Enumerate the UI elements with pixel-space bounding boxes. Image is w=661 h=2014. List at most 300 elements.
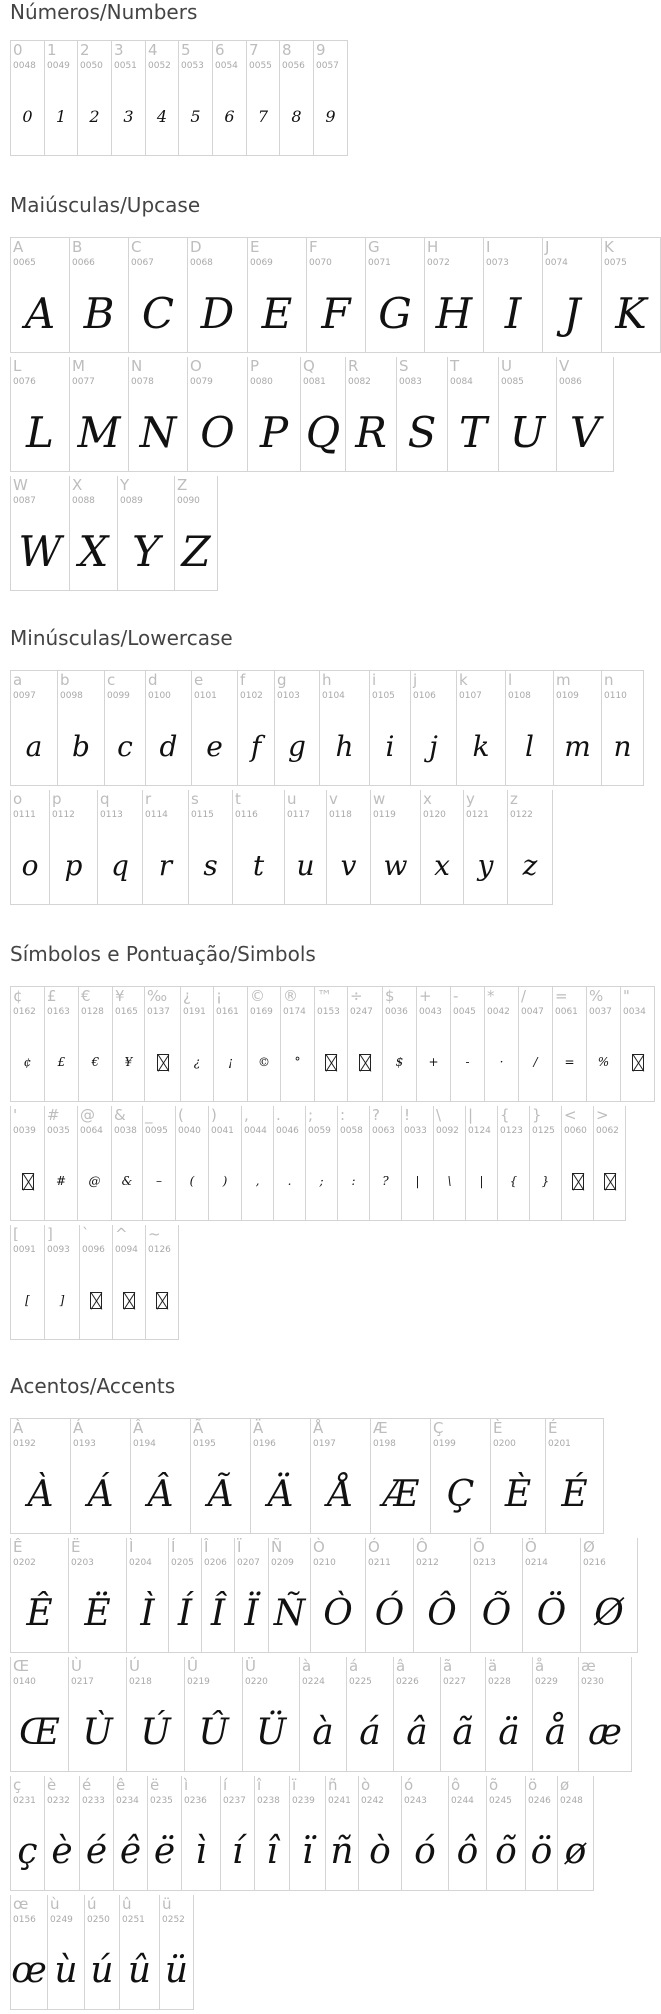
glyph-row-wrap	[10, 1418, 638, 1538]
glyph-cell[interactable]	[48, 1895, 85, 2010]
glyph-preview	[526, 1812, 557, 1890]
glyph-cell[interactable]	[11, 1895, 48, 2010]
glyph-cell[interactable]	[127, 1657, 185, 1772]
char-label: Î	[204, 1538, 209, 1556]
char-code: 0250	[87, 1915, 110, 1925]
glyph-char: œ	[11, 1949, 47, 1991]
char-label: o	[13, 790, 23, 808]
char-label: W	[13, 476, 28, 494]
glyph-cell[interactable]	[557, 357, 614, 472]
glyph-cell[interactable]	[370, 1106, 402, 1221]
char-code: 0238	[257, 1796, 280, 1806]
char-label: Ø	[583, 1538, 595, 1556]
glyph-char: ¿	[193, 1055, 201, 1069]
glyph-cell[interactable]	[248, 238, 307, 353]
char-code: 0234	[116, 1796, 139, 1806]
glyph-cell[interactable]	[70, 357, 129, 472]
char-label: Í	[171, 1538, 176, 1556]
glyph-cell[interactable]	[300, 1657, 347, 1772]
glyph-cell[interactable]	[71, 1419, 131, 1534]
char-label: d	[148, 671, 158, 689]
glyph-cell[interactable]	[78, 41, 112, 156]
glyph-cell[interactable]	[255, 1776, 290, 1891]
glyph-char: Á	[87, 1473, 114, 1515]
glyph-cell[interactable]	[621, 987, 655, 1102]
glyph-char: Õ	[481, 1592, 512, 1634]
glyph-cell[interactable]	[311, 1538, 366, 1653]
glyph-cell[interactable]	[506, 671, 554, 786]
glyph-cell[interactable]	[306, 1106, 338, 1221]
char-label: B	[72, 238, 83, 256]
glyph-cell[interactable]	[213, 41, 247, 156]
glyph-cell[interactable]	[202, 1538, 235, 1653]
glyph-cell[interactable]	[11, 1776, 45, 1891]
glyph-preview	[425, 274, 483, 352]
glyph-char: -	[465, 1055, 470, 1069]
glyph-char: [	[25, 1293, 30, 1307]
glyph-cell[interactable]	[530, 1106, 562, 1221]
glyph-cell[interactable]	[79, 987, 113, 1102]
glyph-cell[interactable]	[70, 476, 118, 591]
glyph-cell[interactable]	[146, 1225, 179, 1340]
char-label: 7	[249, 41, 259, 59]
glyph-cell[interactable]	[366, 238, 425, 353]
glyph-cell[interactable]	[562, 1106, 594, 1221]
char-code: 0052	[148, 61, 171, 71]
glyph-preview	[118, 512, 174, 590]
glyph-char: Q	[305, 407, 341, 457]
glyph-cell[interactable]	[499, 357, 557, 472]
char-label: è	[47, 1776, 57, 1794]
glyph-grid	[10, 670, 644, 909]
glyph-cell[interactable]	[464, 790, 508, 905]
glyph-cell[interactable]	[281, 987, 315, 1102]
glyph-cell[interactable]	[11, 987, 45, 1102]
glyph-char: i	[385, 729, 395, 763]
glyph-row-wrap	[10, 1776, 638, 1895]
glyph-cell[interactable]	[192, 671, 238, 786]
glyph-cell[interactable]	[145, 987, 181, 1102]
glyph-cell[interactable]	[359, 1776, 402, 1891]
glyph-char: M	[77, 407, 121, 457]
section-title: Minúsculas/Lowercase	[10, 626, 233, 650]
char-label: Ù	[71, 1657, 82, 1675]
glyph-cell[interactable]	[11, 41, 45, 156]
char-label: |	[468, 1106, 474, 1124]
glyph-cell[interactable]	[188, 238, 248, 353]
glyph-cell[interactable]	[169, 1538, 202, 1653]
glyph-cell[interactable]	[127, 1538, 169, 1653]
char-label: l	[508, 671, 513, 689]
glyph-preview	[290, 1812, 325, 1890]
glyph-cell[interactable]	[448, 357, 499, 472]
glyph-char: )	[222, 1174, 228, 1188]
glyph-cell[interactable]	[394, 1657, 441, 1772]
glyph-cell[interactable]	[546, 1419, 604, 1534]
char-code: 0231	[13, 1796, 36, 1806]
glyph-char: å	[544, 1711, 567, 1753]
glyph-cell[interactable]	[233, 790, 285, 905]
glyph-preview	[243, 1693, 299, 1771]
glyph-cell[interactable]	[587, 987, 621, 1102]
glyph-cell[interactable]	[209, 1106, 242, 1221]
glyph-cell[interactable]	[498, 1106, 530, 1221]
char-label: 1	[47, 41, 57, 59]
char-code: 0216	[583, 1558, 606, 1568]
glyph-cell[interactable]	[327, 790, 371, 905]
char-label: G	[368, 238, 380, 256]
glyph-cell[interactable]	[315, 987, 348, 1102]
glyph-cell[interactable]	[523, 1538, 581, 1653]
glyph-cell[interactable]	[484, 238, 543, 353]
glyph-cell[interactable]	[602, 238, 661, 353]
glyph-cell[interactable]	[11, 357, 70, 472]
glyph-char: 4	[156, 106, 168, 126]
glyph-char: j	[429, 729, 438, 763]
glyph-cell[interactable]	[11, 671, 58, 786]
glyph-cell[interactable]	[248, 987, 281, 1102]
glyph-cell[interactable]	[179, 41, 213, 156]
glyph-cell[interactable]	[191, 1419, 251, 1534]
glyph-cell[interactable]	[519, 987, 553, 1102]
glyph-char: d	[159, 729, 178, 763]
glyph-cell[interactable]	[11, 1106, 45, 1221]
glyph-cell[interactable]	[248, 357, 301, 472]
glyph-char: F	[321, 288, 351, 338]
glyph-cell[interactable]	[189, 790, 233, 905]
glyph-preview	[45, 1142, 77, 1220]
char-label: L	[13, 357, 22, 375]
char-label: @	[80, 1106, 95, 1124]
char-label: (	[178, 1106, 184, 1124]
glyph-char: Y	[132, 526, 160, 576]
glyph-cell[interactable]	[491, 1419, 546, 1534]
glyph-cell[interactable]	[182, 1776, 221, 1891]
char-label: 3	[114, 41, 124, 59]
char-code: 0098	[60, 691, 83, 701]
char-code: 0051	[114, 61, 137, 71]
glyph-cell[interactable]	[80, 1225, 113, 1340]
glyph-preview	[594, 1142, 625, 1220]
glyph-cell[interactable]	[371, 1419, 431, 1534]
section	[10, 193, 661, 595]
char-code: 0117	[287, 810, 310, 820]
char-label: H	[427, 238, 439, 256]
char-code: 0065	[13, 258, 36, 268]
glyph-cell[interactable]	[346, 357, 397, 472]
glyph-preview	[451, 1023, 484, 1101]
glyph-cell[interactable]	[11, 476, 70, 591]
glyph-cell[interactable]	[143, 1106, 176, 1221]
char-label: ì	[184, 1776, 189, 1794]
glyph-cell[interactable]	[347, 1657, 394, 1772]
glyph-cell[interactable]	[131, 1419, 191, 1534]
glyph-char: P	[259, 407, 289, 457]
glyph-cell[interactable]	[431, 1419, 491, 1534]
glyph-cell[interactable]	[221, 1776, 255, 1891]
glyph-cell[interactable]	[113, 1225, 146, 1340]
char-code: 0137	[147, 1007, 170, 1017]
glyph-char: ú	[90, 1949, 114, 1991]
glyph-cell[interactable]	[11, 1538, 69, 1653]
char-label: ®	[283, 987, 298, 1005]
glyph-cell[interactable]	[457, 671, 506, 786]
glyph-cell[interactable]	[58, 671, 105, 786]
glyph-cell[interactable]	[247, 41, 280, 156]
glyph-cell[interactable]	[176, 1106, 209, 1221]
char-label: Ë	[71, 1538, 81, 1556]
glyph-char: ¥	[124, 1055, 133, 1069]
glyph-char: O	[200, 407, 235, 457]
glyph-cell[interactable]	[146, 41, 179, 156]
char-label: Ñ	[271, 1538, 283, 1556]
char-label: h	[322, 671, 332, 689]
glyph-cell[interactable]	[45, 1225, 80, 1340]
glyph-cell[interactable]	[118, 476, 175, 591]
glyph-char: y	[477, 848, 494, 882]
char-code: 0229	[535, 1677, 558, 1687]
glyph-cell[interactable]	[243, 1657, 300, 1772]
glyph-cell[interactable]	[181, 987, 214, 1102]
glyph-cell[interactable]	[80, 1776, 114, 1891]
glyph-cell[interactable]	[129, 357, 188, 472]
glyph-preview	[464, 826, 507, 904]
glyph-cell[interactable]	[466, 1106, 498, 1221]
char-label: p	[52, 790, 62, 808]
char-code: 0045	[453, 1007, 476, 1017]
glyph-preview	[449, 1812, 486, 1890]
char-label: ê	[116, 1776, 126, 1794]
glyph-cell[interactable]	[370, 671, 411, 786]
glyph-cell[interactable]	[148, 1776, 182, 1891]
glyph-cell[interactable]	[45, 1776, 80, 1891]
glyph-char: Ö	[536, 1592, 567, 1634]
glyph-cell[interactable]	[185, 1657, 243, 1772]
glyph-cell[interactable]	[348, 987, 383, 1102]
glyph-char: ¢	[23, 1055, 32, 1069]
glyph-cell[interactable]	[449, 1776, 487, 1891]
glyph-cell[interactable]	[383, 987, 417, 1102]
glyph-char: ä	[498, 1711, 520, 1753]
glyph-preview	[530, 1142, 561, 1220]
glyph-row-wrap	[10, 1657, 638, 1776]
glyph-cell[interactable]	[274, 1106, 306, 1221]
missing-glyph-icon	[22, 1173, 34, 1190]
glyph-cell[interactable]	[45, 41, 78, 156]
glyph-cell[interactable]	[129, 238, 188, 353]
glyph-cell[interactable]	[112, 41, 146, 156]
glyph-cell[interactable]	[50, 790, 98, 905]
glyph-cell[interactable]	[69, 1657, 127, 1772]
glyph-cell[interactable]	[301, 357, 346, 472]
glyph-char: æ	[588, 1711, 622, 1753]
glyph-cell[interactable]	[338, 1106, 370, 1221]
glyph-cell[interactable]	[280, 41, 314, 156]
char-label: Ê	[13, 1538, 23, 1556]
glyph-cell[interactable]	[485, 987, 519, 1102]
glyph-preview	[347, 1693, 393, 1771]
char-label: A	[13, 238, 24, 256]
glyph-cell[interactable]	[114, 1776, 148, 1891]
glyph-cell[interactable]	[285, 790, 327, 905]
glyph-cell[interactable]	[11, 1419, 71, 1534]
glyph-cell[interactable]	[553, 987, 587, 1102]
glyph-preview	[421, 826, 463, 904]
glyph-char: ì	[195, 1830, 207, 1872]
char-code: 0116	[235, 810, 258, 820]
char-label: ò	[361, 1776, 371, 1794]
glyph-char: I	[504, 288, 522, 338]
glyph-cell[interactable]	[290, 1776, 326, 1891]
char-label: Y	[120, 476, 130, 494]
glyph-cell[interactable]	[235, 1538, 269, 1653]
char-code: 0039	[13, 1126, 36, 1136]
glyph-cell[interactable]	[45, 1106, 78, 1221]
glyph-cell[interactable]	[11, 1225, 45, 1340]
glyph-cell[interactable]	[471, 1538, 523, 1653]
glyph-cell[interactable]	[402, 1776, 449, 1891]
glyph-char: ?	[382, 1174, 389, 1188]
char-label: r	[145, 790, 152, 808]
glyph-row	[10, 670, 644, 786]
glyph-char: 0	[22, 106, 33, 126]
glyph-preview	[471, 1574, 522, 1652]
glyph-preview	[192, 707, 237, 785]
glyph-preview	[248, 393, 300, 471]
glyph-cell[interactable]	[366, 1538, 414, 1653]
glyph-cell[interactable]	[143, 790, 189, 905]
glyph-preview	[417, 1023, 450, 1101]
glyph-cell[interactable]	[451, 987, 485, 1102]
glyph-cell[interactable]	[85, 1895, 120, 2010]
glyph-cell[interactable]	[421, 790, 464, 905]
glyph-row	[10, 986, 655, 1102]
glyph-row-wrap	[10, 670, 644, 790]
glyph-cell[interactable]	[45, 987, 79, 1102]
glyph-cell[interactable]	[326, 1776, 359, 1891]
glyph-preview	[146, 1261, 178, 1339]
glyph-cell[interactable]	[98, 790, 143, 905]
glyph-preview	[508, 826, 552, 904]
char-code: 0107	[459, 691, 482, 701]
glyph-cell[interactable]	[175, 476, 218, 591]
glyph-cell[interactable]	[113, 987, 145, 1102]
glyph-cell[interactable]	[320, 671, 370, 786]
char-code: 0087	[13, 496, 36, 506]
glyph-cell[interactable]	[371, 790, 421, 905]
glyph-cell[interactable]	[242, 1106, 274, 1221]
glyph-cell[interactable]	[11, 790, 50, 905]
glyph-cell[interactable]	[160, 1895, 194, 2010]
glyph-cell[interactable]	[146, 671, 192, 786]
glyph-char: +	[428, 1055, 439, 1069]
glyph-cell[interactable]	[543, 238, 602, 353]
glyph-cell[interactable]	[402, 1106, 434, 1221]
char-label: ã	[443, 1657, 453, 1675]
glyph-cell[interactable]	[238, 671, 275, 786]
glyph-char: =	[564, 1055, 575, 1069]
char-label: 0	[13, 41, 23, 59]
char-code: 0037	[589, 1007, 612, 1017]
char-label: ¿	[183, 987, 191, 1005]
glyph-cell[interactable]	[70, 238, 129, 353]
glyph-cell[interactable]	[414, 1538, 471, 1653]
char-label: Å	[313, 1419, 324, 1437]
glyph-cell[interactable]	[486, 1657, 533, 1772]
glyph-cell[interactable]	[78, 1106, 112, 1221]
glyph-cell[interactable]	[558, 1776, 594, 1891]
glyph-cell[interactable]	[487, 1776, 526, 1891]
glyph-preview	[338, 1142, 369, 1220]
glyph-cell[interactable]	[214, 987, 248, 1102]
glyph-cell[interactable]	[508, 790, 553, 905]
glyph-cell[interactable]	[526, 1776, 558, 1891]
glyph-cell[interactable]	[69, 1538, 127, 1653]
glyph-cell[interactable]	[11, 238, 70, 353]
glyph-cell[interactable]	[441, 1657, 486, 1772]
glyph-cell[interactable]	[425, 238, 484, 353]
glyph-cell[interactable]	[269, 1538, 311, 1653]
glyph-preview	[143, 1142, 175, 1220]
char-code: 0115	[191, 810, 214, 820]
glyph-cell[interactable]	[120, 1895, 160, 2010]
glyph-cell[interactable]	[411, 671, 457, 786]
char-label: P	[250, 357, 260, 375]
char-label: ñ	[328, 1776, 338, 1794]
missing-glyph-icon	[632, 1054, 644, 1071]
char-label: ^	[115, 1225, 128, 1243]
glyph-char: T	[458, 407, 487, 457]
char-code: 0244	[451, 1796, 474, 1806]
glyph-cell[interactable]	[579, 1657, 632, 1772]
glyph-cell[interactable]	[417, 987, 451, 1102]
glyph-cell[interactable]	[602, 671, 644, 786]
glyph-cell[interactable]	[311, 1419, 371, 1534]
glyph-cell[interactable]	[314, 41, 348, 156]
char-label: >	[596, 1106, 609, 1124]
char-code: 0209	[271, 1558, 294, 1568]
glyph-cell[interactable]	[581, 1538, 638, 1653]
char-label: ÷	[350, 987, 363, 1005]
glyph-cell[interactable]	[397, 357, 448, 472]
glyph-cell[interactable]	[554, 671, 602, 786]
char-code: 0196	[253, 1439, 276, 1449]
glyph-cell[interactable]	[275, 671, 320, 786]
char-code: 0174	[283, 1007, 306, 1017]
glyph-cell[interactable]	[594, 1106, 626, 1221]
char-code: 0041	[211, 1126, 234, 1136]
glyph-char: ©	[258, 1055, 270, 1069]
char-code: 0072	[427, 258, 450, 268]
glyph-cell[interactable]	[251, 1419, 311, 1534]
glyph-preview	[370, 1142, 401, 1220]
char-label: t	[235, 790, 241, 808]
glyph-char: Î	[210, 1592, 226, 1634]
glyph-cell[interactable]	[533, 1657, 579, 1772]
glyph-cell[interactable]	[188, 357, 248, 472]
glyph-preview	[248, 1023, 280, 1101]
glyph-cell[interactable]	[11, 1657, 69, 1772]
glyph-cell[interactable]	[105, 671, 146, 786]
glyph-preview	[558, 1812, 593, 1890]
glyph-cell[interactable]	[434, 1106, 466, 1221]
char-label: I	[486, 238, 491, 256]
glyph-cell[interactable]	[112, 1106, 143, 1221]
char-code: 0049	[47, 61, 70, 71]
glyph-cell[interactable]	[307, 238, 366, 353]
char-code: 0227	[443, 1677, 466, 1687]
char-code: 0226	[396, 1677, 419, 1687]
